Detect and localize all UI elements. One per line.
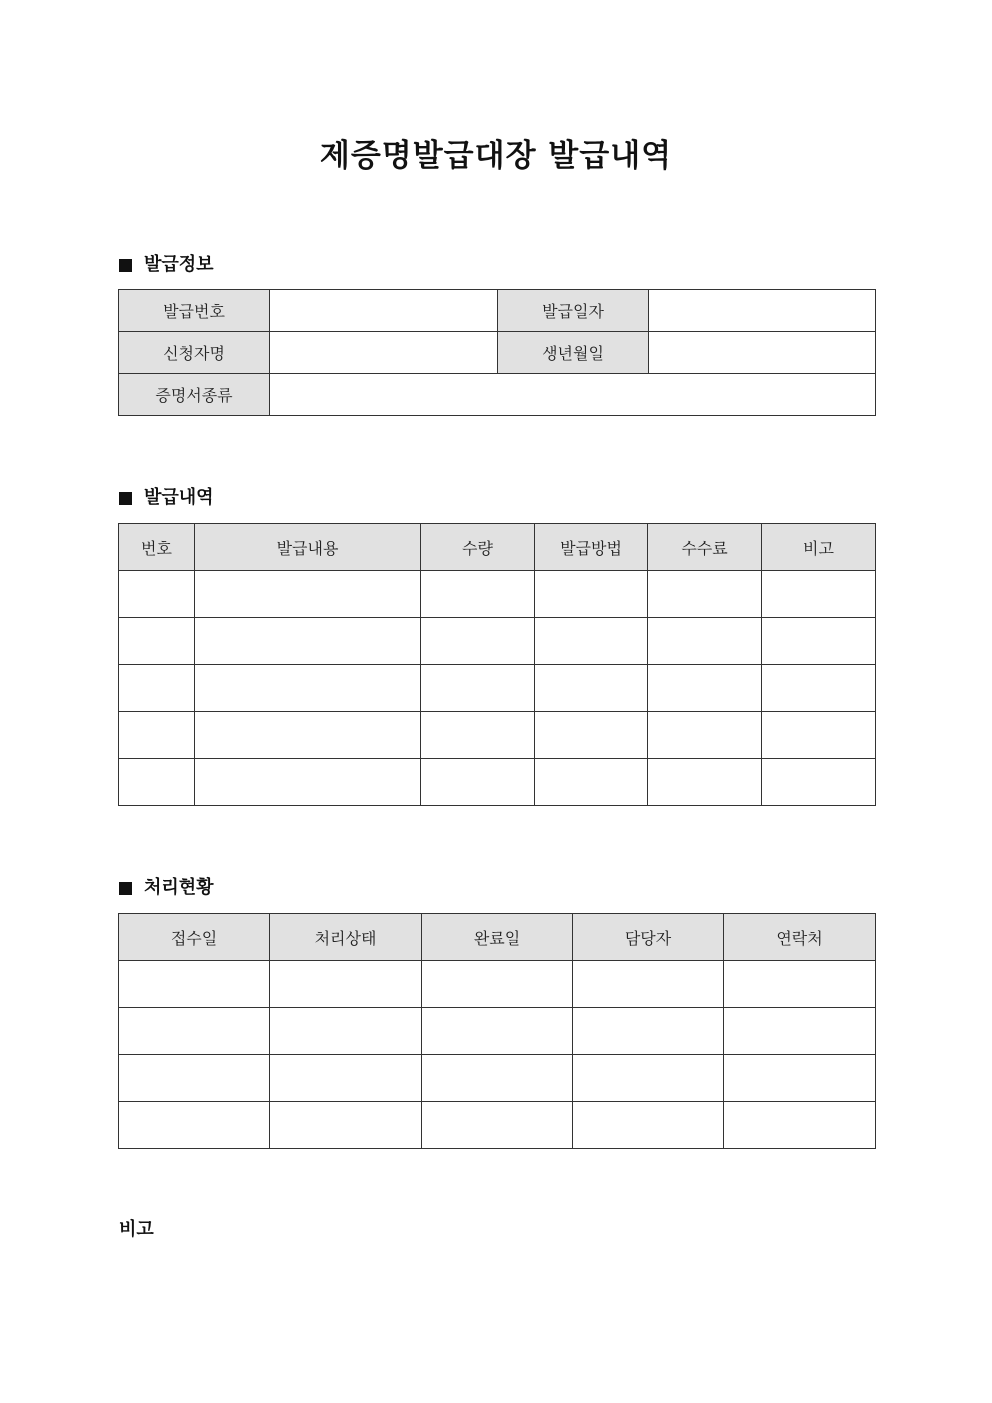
column-header-quantity: 수량	[421, 524, 535, 571]
table-cell[interactable]	[724, 1055, 876, 1102]
table-cell[interactable]	[119, 1008, 270, 1055]
table-cell[interactable]	[119, 759, 195, 806]
table-cell[interactable]	[119, 571, 195, 618]
table-cell[interactable]	[573, 1102, 724, 1149]
table-cell[interactable]	[421, 618, 535, 665]
square-bullet-icon	[119, 492, 132, 505]
table-row	[119, 665, 876, 712]
certificate-type-field[interactable]	[270, 374, 876, 416]
column-header-number: 번호	[119, 524, 195, 571]
table-cell[interactable]	[422, 1102, 573, 1149]
table-cell[interactable]	[762, 618, 876, 665]
section-heading-label: 발급내역	[144, 487, 214, 508]
table-cell[interactable]	[648, 759, 762, 806]
table-cell[interactable]	[535, 571, 648, 618]
table-cell[interactable]	[195, 759, 421, 806]
issue-details-table	[118, 523, 876, 806]
table-cell[interactable]	[422, 1055, 573, 1102]
issue-date-label: 발급일자	[498, 290, 649, 332]
table-cell[interactable]	[648, 618, 762, 665]
table-cell[interactable]	[195, 665, 421, 712]
square-bullet-icon	[119, 259, 132, 272]
table-row	[119, 290, 876, 332]
table-row	[119, 759, 876, 806]
column-header-contact: 연락처	[724, 914, 876, 961]
table-cell[interactable]	[270, 961, 422, 1008]
table-cell[interactable]	[535, 759, 648, 806]
table-header-row	[119, 914, 876, 961]
table-cell[interactable]	[535, 618, 648, 665]
table-cell[interactable]	[762, 759, 876, 806]
column-header-remarks: 비고	[762, 524, 876, 571]
table-cell[interactable]	[270, 1008, 422, 1055]
section-heading-label: 발급정보	[144, 254, 214, 275]
issue-date-field[interactable]	[649, 290, 876, 332]
table-cell[interactable]	[119, 712, 195, 759]
page-title: 제증명발급대장 발급내역	[319, 138, 673, 174]
table-row	[119, 961, 876, 1008]
table-cell[interactable]	[648, 712, 762, 759]
table-row	[119, 618, 876, 665]
table-cell[interactable]	[270, 1102, 422, 1149]
table-cell[interactable]	[119, 1055, 270, 1102]
birth-date-field[interactable]	[649, 332, 876, 374]
table-row	[119, 571, 876, 618]
table-cell[interactable]	[422, 961, 573, 1008]
section-heading-issue-info	[119, 253, 214, 277]
remarks-label: 비고	[119, 1219, 154, 1240]
table-cell[interactable]	[648, 665, 762, 712]
birth-date-label: 생년월일	[498, 332, 649, 374]
table-cell[interactable]	[724, 1102, 876, 1149]
issue-info-table	[118, 289, 876, 416]
processing-status-table	[118, 913, 876, 1149]
table-row	[119, 1102, 876, 1149]
table-cell[interactable]	[573, 961, 724, 1008]
issue-number-label: 발급번호	[119, 290, 270, 332]
table-cell[interactable]	[762, 571, 876, 618]
table-row	[119, 1008, 876, 1055]
table-cell[interactable]	[195, 712, 421, 759]
table-cell[interactable]	[421, 665, 535, 712]
table-row	[119, 332, 876, 374]
applicant-name-label: 신청자명	[119, 332, 270, 374]
column-header-issue-method: 발급방법	[535, 524, 648, 571]
section-heading-issue-details	[119, 486, 214, 510]
applicant-name-field[interactable]	[270, 332, 498, 374]
column-header-received-date: 접수일	[119, 914, 270, 961]
table-row	[119, 374, 876, 416]
table-cell[interactable]	[573, 1055, 724, 1102]
table-header-row	[119, 524, 876, 571]
table-cell[interactable]	[119, 1102, 270, 1149]
issue-number-field[interactable]	[270, 290, 498, 332]
table-cell[interactable]	[195, 571, 421, 618]
column-header-manager: 담당자	[573, 914, 724, 961]
table-cell[interactable]	[421, 712, 535, 759]
table-cell[interactable]	[573, 1008, 724, 1055]
table-cell[interactable]	[724, 961, 876, 1008]
square-bullet-icon	[119, 882, 132, 895]
table-cell[interactable]	[421, 571, 535, 618]
table-cell[interactable]	[762, 712, 876, 759]
table-cell[interactable]	[270, 1055, 422, 1102]
column-header-fee: 수수료	[648, 524, 762, 571]
column-header-status: 처리상태	[270, 914, 422, 961]
table-cell[interactable]	[422, 1008, 573, 1055]
table-cell[interactable]	[648, 571, 762, 618]
section-heading-label: 처리현황	[144, 877, 214, 898]
table-row	[119, 712, 876, 759]
column-header-issue-content: 발급내용	[195, 524, 421, 571]
certificate-type-label: 증명서종류	[119, 374, 270, 416]
table-cell[interactable]	[762, 665, 876, 712]
table-cell[interactable]	[119, 665, 195, 712]
table-cell[interactable]	[119, 618, 195, 665]
table-row	[119, 1055, 876, 1102]
table-cell[interactable]	[195, 618, 421, 665]
table-cell[interactable]	[421, 759, 535, 806]
column-header-completed-date: 완료일	[422, 914, 573, 961]
table-cell[interactable]	[724, 1008, 876, 1055]
table-cell[interactable]	[535, 712, 648, 759]
table-cell[interactable]	[119, 961, 270, 1008]
table-cell[interactable]	[535, 665, 648, 712]
section-heading-processing-status	[119, 876, 214, 900]
